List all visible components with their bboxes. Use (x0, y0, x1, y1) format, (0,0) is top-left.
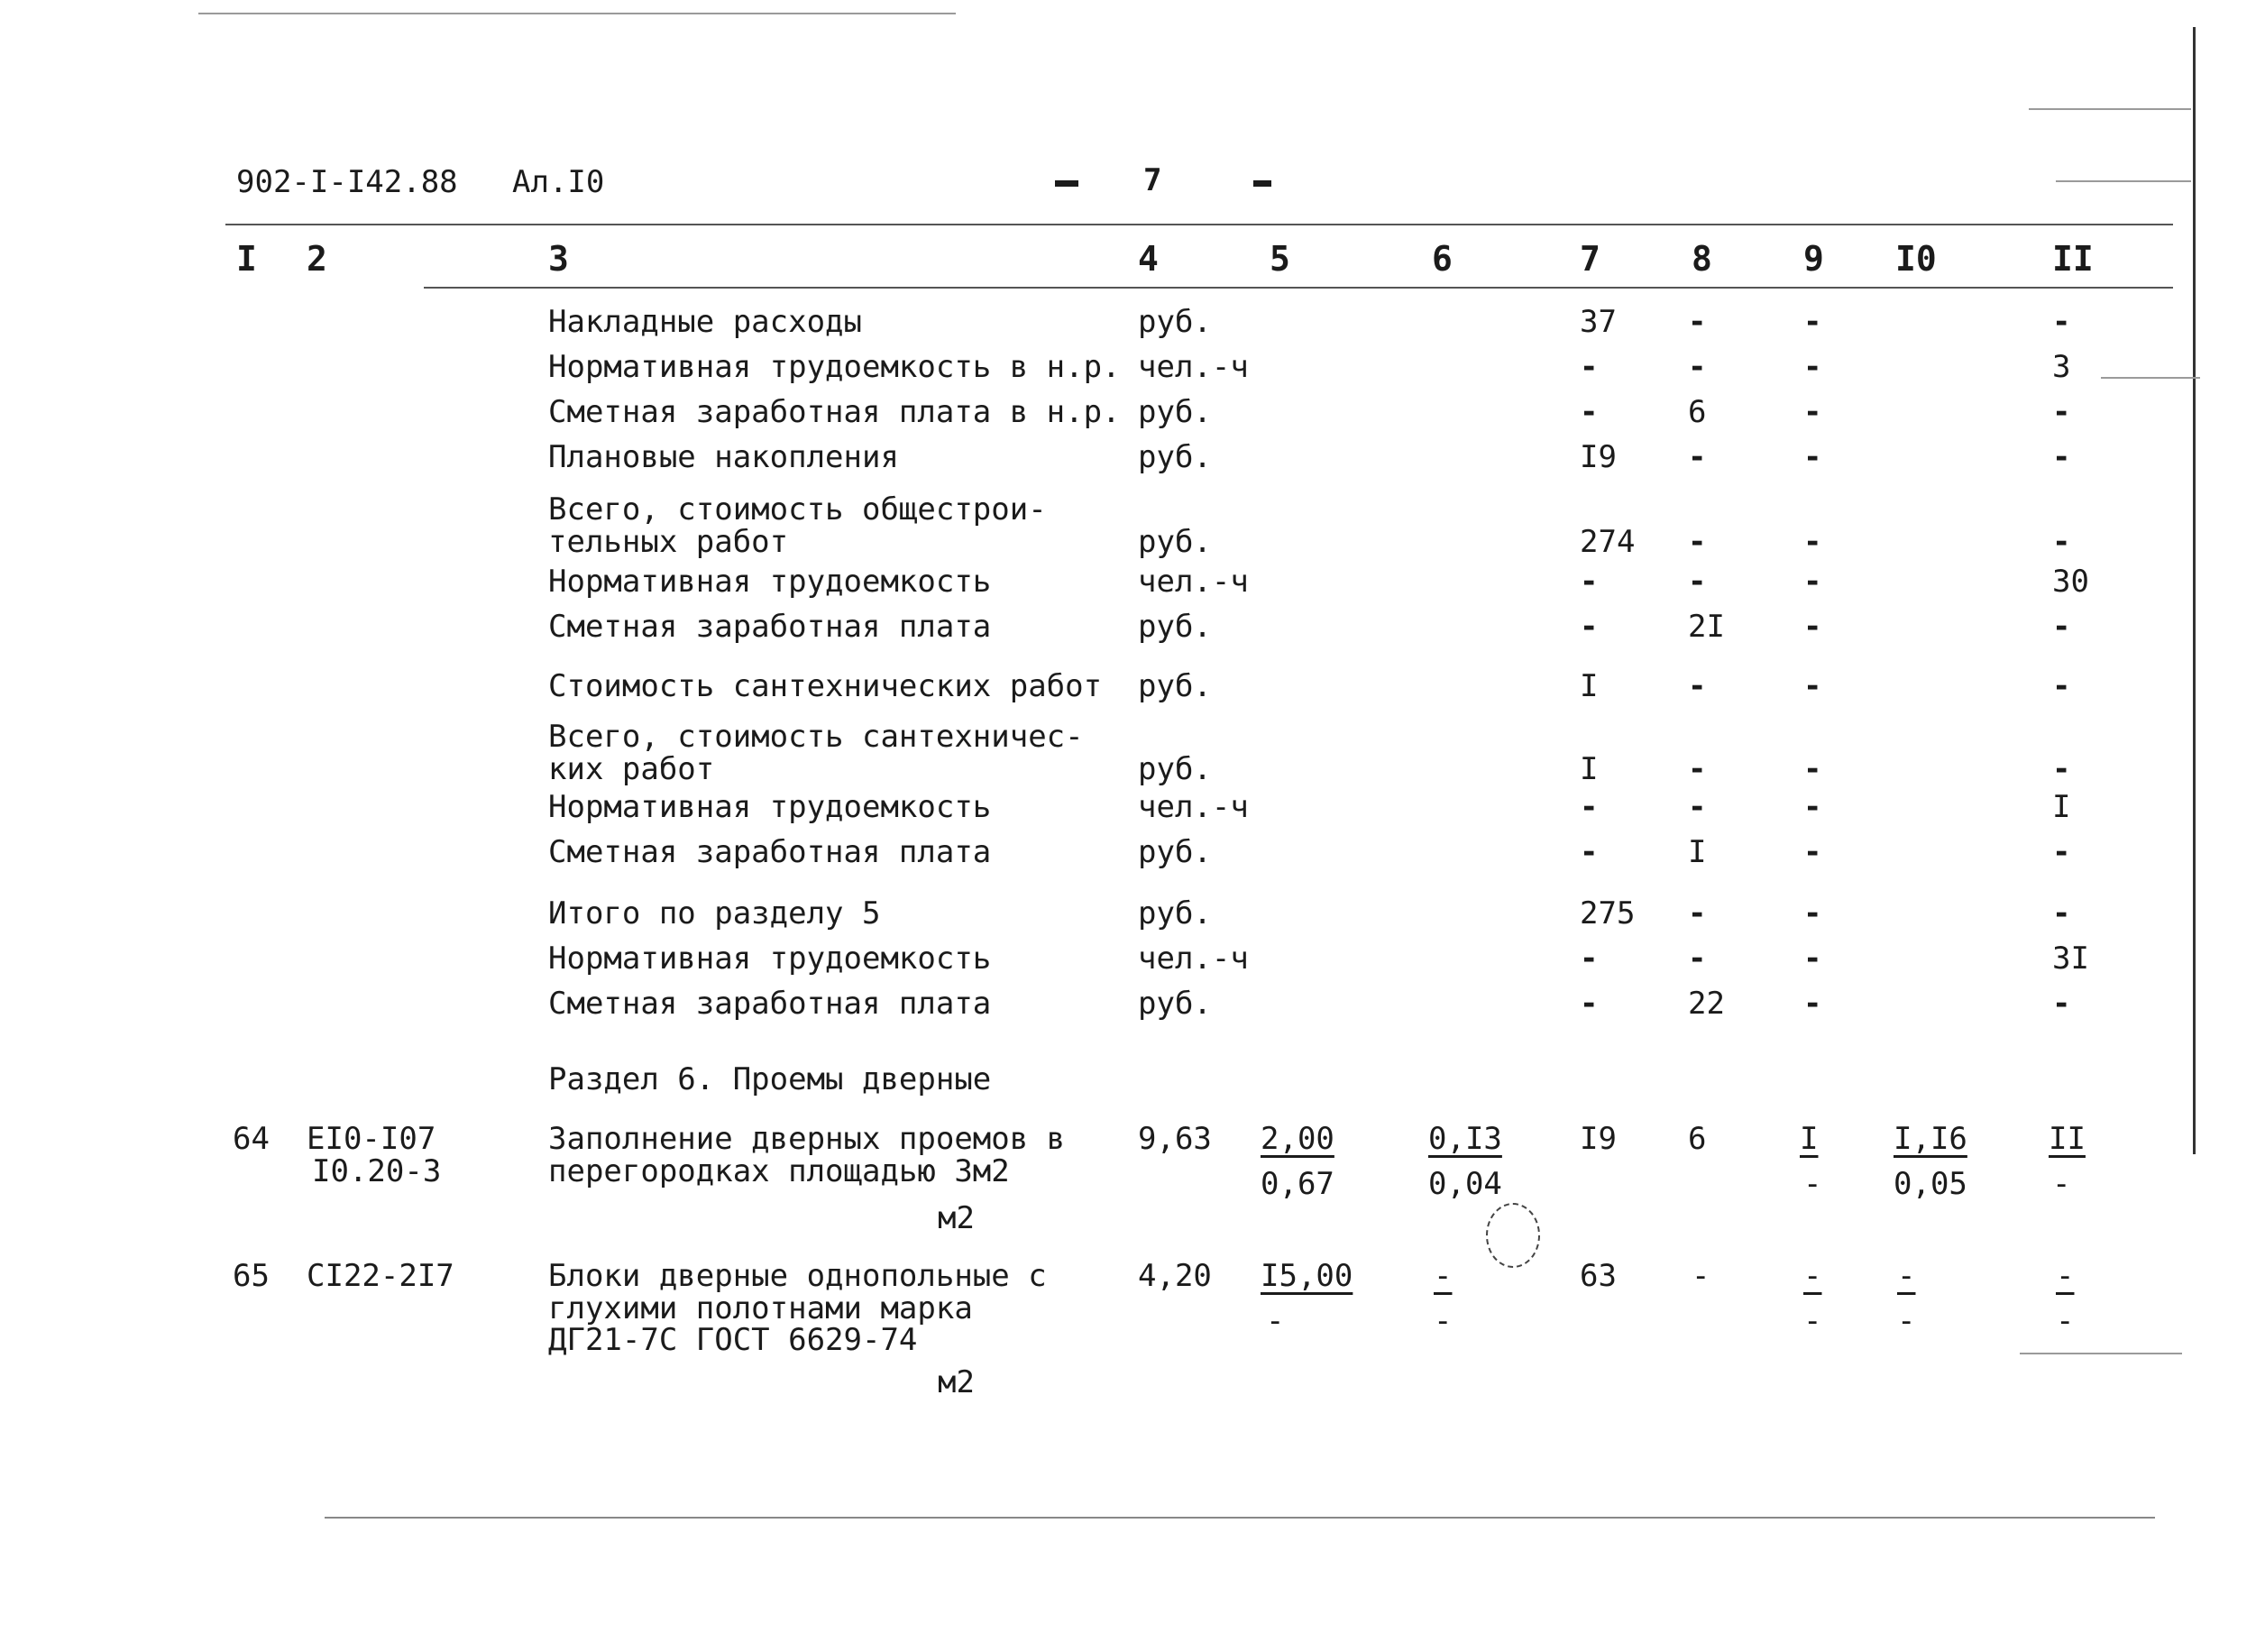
cell-col7: - (1580, 349, 1599, 385)
row-description (548, 988, 991, 1021)
row-unit: руб. (1138, 609, 1212, 645)
item-description (548, 1258, 1047, 1359)
row-description-line: Всего, стоимость сантехничес- (548, 719, 1084, 755)
cell-col7: I9 (1580, 1121, 1617, 1157)
cell-col11: - (2052, 834, 2071, 870)
item-code-line: ЕI0-I07 (307, 1121, 436, 1157)
scan-noise (2101, 377, 2200, 379)
cell-col8: - (1688, 524, 1707, 560)
row-description-line: Нормативная трудоемкость в н.р. (548, 349, 1121, 385)
cell-col10-lower: 0,05 (1894, 1166, 1967, 1202)
cell-col11: 3 (2052, 349, 2071, 385)
col-header-3: 3 (548, 239, 569, 279)
page-mark-right (1253, 180, 1271, 187)
cell-col8: - (1688, 941, 1707, 977)
cell-col9: - (1803, 1258, 1822, 1294)
row-description-line: Нормативная трудоемкость (548, 564, 992, 600)
page-mark-left (1055, 180, 1078, 187)
row-description-line: Сметная заработная плата (548, 609, 992, 645)
cell-col8: - (1688, 564, 1707, 600)
cell-col9: - (1803, 986, 1822, 1022)
page-number: 7 (1143, 162, 1162, 198)
cell-col11: - (2052, 304, 2071, 340)
cell-col9: - (1803, 789, 1822, 825)
album-number: Ал.I0 (512, 164, 605, 200)
cell-col6-lower: 0,04 (1428, 1166, 1502, 1202)
cell-col7: - (1580, 789, 1599, 825)
row-unit: чел.-ч (1138, 564, 1249, 600)
cell-col9: - (1803, 751, 1822, 787)
cell-col8: - (1688, 895, 1707, 932)
row-description-line: тельных работ (548, 523, 789, 560)
cell-col11: - (2052, 895, 2071, 932)
cell-col9: - (1803, 941, 1822, 977)
row-description-line: ких работ (548, 750, 715, 787)
row-description (548, 304, 862, 340)
cell-col11: - (2052, 524, 2071, 560)
col-header-5: 5 (1270, 239, 1290, 279)
cell-col8: - (1688, 349, 1707, 385)
cell-col5-lower: - (1266, 1303, 1285, 1339)
cell-col7: 37 (1580, 304, 1617, 340)
cell-col11: II (2049, 1121, 2086, 1157)
cell-col7: - (1580, 394, 1599, 430)
cell-col8: 2I (1688, 609, 1725, 645)
item-measure-unit: м2 (938, 1200, 975, 1236)
cell-col11: - (2056, 1258, 2075, 1294)
top-edge-noise (198, 13, 956, 14)
row-unit: чел.-ч (1138, 789, 1249, 825)
row-unit: руб. (1138, 986, 1212, 1022)
cell-col10: - (1897, 1258, 1916, 1294)
row-description (548, 668, 1103, 704)
cell-col9: I (1800, 1121, 1819, 1157)
cell-col8: 22 (1688, 986, 1725, 1022)
col-header-11: II (2052, 239, 2094, 279)
row-unit: чел.-ч (1138, 349, 1249, 385)
cell-col8: - (1688, 751, 1707, 787)
col-header-2: 2 (307, 239, 327, 279)
row-unit: руб. (1138, 304, 1212, 340)
cell-col7: - (1580, 834, 1599, 870)
row-description (548, 491, 1047, 560)
cell-col6-lower: - (1434, 1303, 1453, 1339)
col-header-4: 4 (1138, 239, 1159, 279)
cell-col9: - (1803, 564, 1822, 600)
cell-col8: I (1688, 834, 1707, 870)
cell-col4: 4,20 (1138, 1258, 1212, 1294)
col-header-10: I0 (1895, 239, 1937, 279)
header-bottom-rule (424, 287, 2173, 289)
row-description-line: Всего, стоимость общестрои- (548, 491, 1047, 528)
row-unit: руб. (1138, 895, 1212, 932)
col-header-7: 7 (1580, 239, 1600, 279)
cell-col4: 9,63 (1138, 1121, 1212, 1157)
cell-col9: - (1803, 439, 1822, 475)
row-unit: руб. (1138, 439, 1212, 475)
row-description (548, 394, 1121, 430)
cell-col11: I (2052, 789, 2071, 825)
scan-noise (2056, 180, 2191, 182)
item-code: СI22-2I7 (307, 1258, 454, 1294)
cell-col8: 6 (1688, 1121, 1707, 1157)
cell-col11-lower: - (2052, 1166, 2071, 1202)
cell-col7: - (1580, 609, 1599, 645)
cell-col11: - (2052, 394, 2071, 430)
cell-col6: 0,I3 (1428, 1121, 1502, 1157)
cell-col6: - (1434, 1258, 1453, 1294)
scan-noise (2020, 1353, 2182, 1354)
row-unit: руб. (1138, 751, 1212, 787)
cell-col9: - (1803, 349, 1822, 385)
cell-col11: - (2052, 609, 2071, 645)
col-header-9: 9 (1803, 239, 1824, 279)
row-description-line: Накладные расходы (548, 304, 862, 340)
col-header-1: I (236, 239, 257, 279)
row-unit: руб. (1138, 524, 1212, 560)
row-description-line: Нормативная трудоемкость (548, 941, 992, 977)
cell-col11: 3I (2052, 941, 2089, 977)
row-description-line: Плановые накопления (548, 439, 899, 475)
row-description (548, 943, 991, 976)
row-description (548, 439, 899, 475)
item-measure-unit: м2 (938, 1364, 975, 1400)
row-unit: руб. (1138, 834, 1212, 870)
item-description-line: перегородках площадью 3м2 (548, 1152, 1010, 1189)
cell-col8: - (1688, 789, 1707, 825)
item-description-line: ДГ21-7С ГОСТ 6629-74 (548, 1322, 918, 1359)
item-description-line: Блоки дверные однопольные с (548, 1258, 1047, 1294)
cell-col11: - (2052, 986, 2071, 1022)
cell-col7: 274 (1580, 524, 1636, 560)
row-description (548, 789, 992, 825)
cell-col10: I,I6 (1894, 1121, 1967, 1157)
cell-col8: - (1688, 439, 1707, 475)
row-description (548, 895, 881, 932)
row-description-line: Итого по разделу 5 (548, 895, 881, 932)
stamp-circle-mark (1486, 1203, 1540, 1268)
item-description-line: Заполнение дверных проемов в (548, 1121, 1066, 1157)
row-description (548, 834, 992, 870)
row-description-line: Нормативная трудоемкость (548, 789, 992, 825)
right-border (2193, 27, 2196, 1154)
row-description-line: Сметная заработная плата в н.р. (548, 394, 1121, 430)
cell-col7: I9 (1580, 439, 1617, 475)
row-description-line: Сметная заработная плата (548, 834, 992, 870)
cell-col9: - (1803, 668, 1822, 704)
cell-col9-lower: - (1803, 1303, 1822, 1339)
cell-col9: - (1803, 895, 1822, 932)
scan-noise (2029, 108, 2191, 110)
document-code: 902-I-I42.88 (236, 164, 458, 200)
col-header-6: 6 (1432, 239, 1453, 279)
item-number: 65 (233, 1258, 270, 1294)
row-description (548, 349, 1121, 385)
cell-col9-lower: - (1803, 1166, 1822, 1202)
row-description-line: Сметная заработная плата (548, 986, 992, 1022)
row-description (548, 721, 1084, 785)
item-code-line: I0.20-3 (312, 1152, 442, 1189)
header-top-rule (225, 224, 2173, 225)
cell-col5-lower: 0,67 (1261, 1166, 1334, 1202)
cell-col7: I (1580, 668, 1599, 704)
cell-col7: I (1580, 751, 1599, 787)
row-unit: руб. (1138, 394, 1212, 430)
item-number: 64 (233, 1121, 270, 1157)
item-description (548, 1121, 1066, 1189)
cell-col7: - (1580, 941, 1599, 977)
row-unit: чел.-ч (1138, 941, 1249, 977)
cell-col7: 63 (1580, 1258, 1617, 1294)
cell-col11: 30 (2052, 564, 2089, 600)
cell-col11-lower: - (2056, 1303, 2075, 1339)
cell-col7: - (1580, 564, 1599, 600)
cell-col7: - (1580, 986, 1599, 1022)
row-description (548, 566, 991, 599)
cell-col9: - (1803, 304, 1822, 340)
cell-col8: - (1692, 1258, 1710, 1294)
cell-col8: 6 (1688, 394, 1707, 430)
cell-col9: - (1803, 609, 1822, 645)
cell-col9: - (1803, 834, 1822, 870)
bottom-rule (325, 1517, 2155, 1519)
item-description-line: глухими полотнами марка (548, 1289, 973, 1326)
item-code (307, 1121, 442, 1189)
row-unit: руб. (1138, 668, 1212, 704)
col-header-8: 8 (1692, 239, 1712, 279)
cell-col5: I5,00 (1261, 1258, 1353, 1294)
section-title: Раздел 6. Проемы дверные (548, 1061, 992, 1097)
cell-col8: - (1688, 668, 1707, 704)
cell-col8: - (1688, 304, 1707, 340)
row-description-line: Стоимость сантехнических работ (548, 668, 1103, 704)
cell-col11: - (2052, 668, 2071, 704)
cell-col11: - (2052, 439, 2071, 475)
cell-col9: - (1803, 524, 1822, 560)
cell-col10-lower: - (1897, 1303, 1916, 1339)
cell-col9: - (1803, 394, 1822, 430)
cell-col5: 2,00 (1261, 1121, 1334, 1157)
cell-col11: - (2052, 751, 2071, 787)
row-description (548, 611, 991, 644)
cell-col7: 275 (1580, 895, 1636, 932)
